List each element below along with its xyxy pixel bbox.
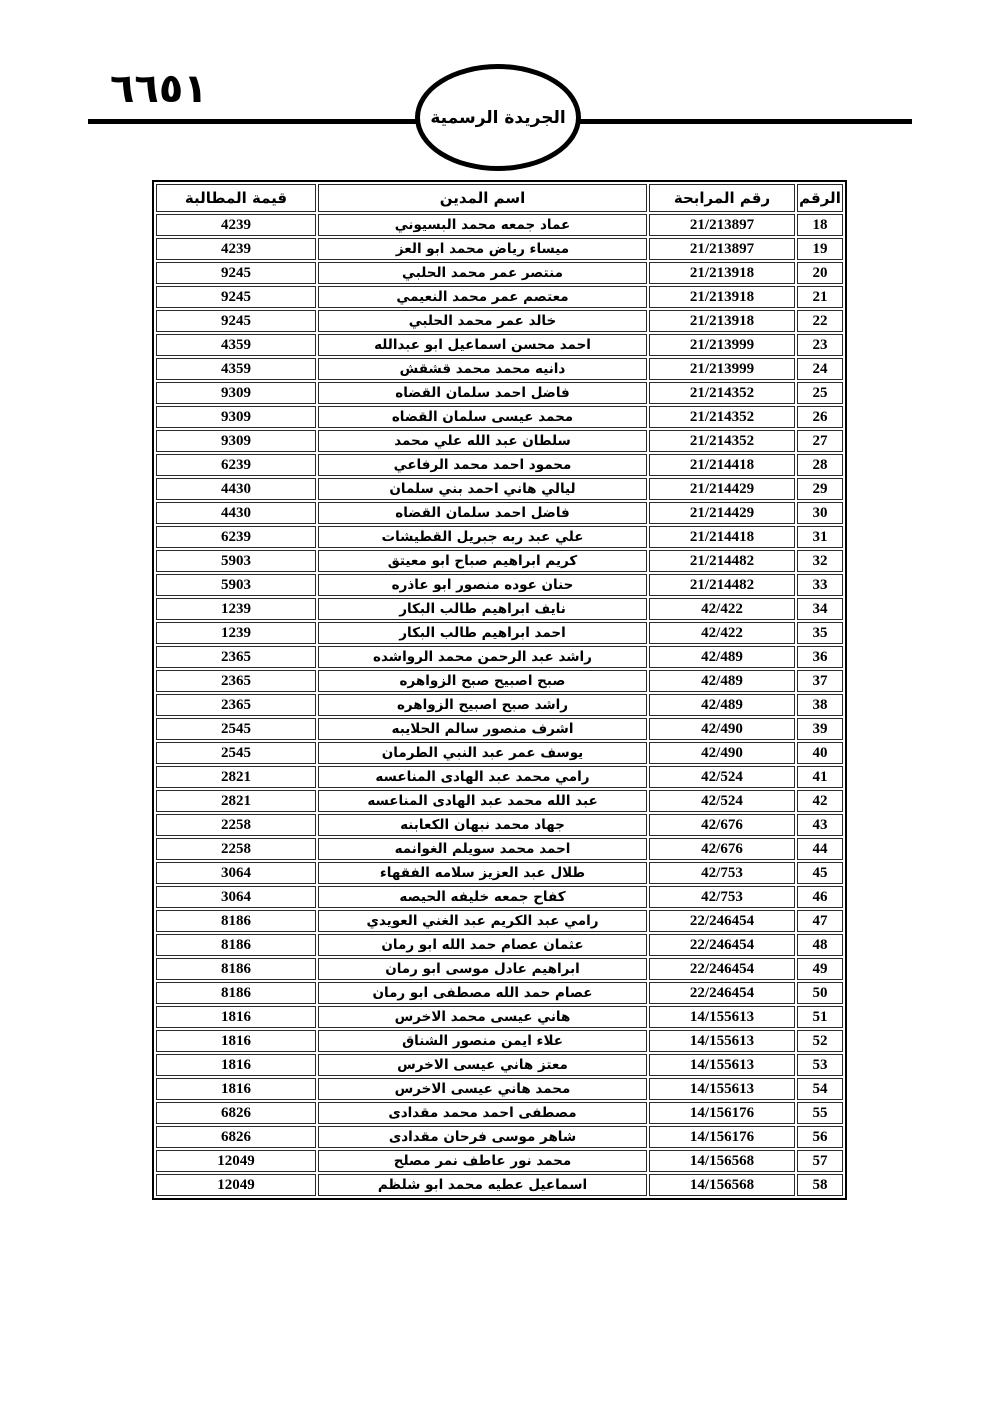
cell-claim-value: 9309 — [156, 382, 316, 404]
cell-claim-value: 4430 — [156, 502, 316, 524]
table-row — [156, 1102, 843, 1124]
cell-index: 24 — [797, 358, 843, 380]
table-row — [156, 286, 843, 308]
cell-index: 50 — [797, 982, 843, 1004]
cell-index: 54 — [797, 1078, 843, 1100]
cell-index: 49 — [797, 958, 843, 980]
cell-index: 33 — [797, 574, 843, 596]
table-row — [156, 1150, 843, 1172]
cell-claim-value: 2545 — [156, 718, 316, 740]
cell-claim-value: 1816 — [156, 1006, 316, 1028]
table-row — [156, 502, 843, 524]
col-header-murabaha-no: رقم المرابحة — [649, 184, 795, 212]
table-row — [156, 1174, 843, 1196]
table-row — [156, 1078, 843, 1100]
gazette-banner-title: الجريدة الرسمية — [430, 107, 566, 128]
cell-debtor-name: عماد جمعه محمد البسيوني — [318, 214, 647, 236]
cell-index: 20 — [797, 262, 843, 284]
cell-index: 31 — [797, 526, 843, 548]
cell-murabaha-no: 42/422 — [649, 622, 795, 644]
cell-claim-value: 1239 — [156, 598, 316, 620]
cell-murabaha-no: 14/155613 — [649, 1054, 795, 1076]
cell-index: 38 — [797, 694, 843, 716]
cell-claim-value: 1816 — [156, 1030, 316, 1052]
cell-claim-value: 12049 — [156, 1150, 316, 1172]
cell-murabaha-no: 21/213897 — [649, 238, 795, 260]
cell-debtor-name: اشرف منصور سالم الحلايبه — [318, 718, 647, 740]
table-row — [156, 886, 843, 908]
cell-murabaha-no: 21/213999 — [649, 334, 795, 356]
cell-debtor-name: ابراهيم عادل موسى ابو رمان — [318, 958, 647, 980]
cell-debtor-name: منتصر عمر محمد الحلبي — [318, 262, 647, 284]
col-header-index: الرقم — [797, 184, 843, 212]
cell-debtor-name: ميساء رياض محمد ابو العز — [318, 238, 647, 260]
cell-debtor-name: خالد عمر محمد الحلبي — [318, 310, 647, 332]
table-row — [156, 214, 843, 236]
gazette-banner — [415, 64, 581, 171]
cell-claim-value: 2545 — [156, 742, 316, 764]
table-row — [156, 1054, 843, 1076]
cell-debtor-name: محمد هاني عيسى الاخرس — [318, 1078, 647, 1100]
cell-claim-value: 9245 — [156, 262, 316, 284]
cell-index: 55 — [797, 1102, 843, 1124]
cell-index: 36 — [797, 646, 843, 668]
table-row — [156, 838, 843, 860]
table-row — [156, 1030, 843, 1052]
table-row — [156, 766, 843, 788]
table-row — [156, 334, 843, 356]
cell-index: 25 — [797, 382, 843, 404]
cell-debtor-name: حنان عوده منصور ابو عاذره — [318, 574, 647, 596]
cell-murabaha-no: 42/753 — [649, 886, 795, 908]
cell-debtor-name: عثمان عصام حمد الله ابو رمان — [318, 934, 647, 956]
table-row — [156, 1126, 843, 1148]
table-header-row — [156, 184, 843, 212]
cell-murabaha-no: 21/214429 — [649, 478, 795, 500]
cell-debtor-name: محمود احمد محمد الرفاعي — [318, 454, 647, 476]
cell-debtor-name: محمد نور عاطف نمر مصلح — [318, 1150, 647, 1172]
cell-murabaha-no: 21/214352 — [649, 382, 795, 404]
cell-murabaha-no: 21/214418 — [649, 454, 795, 476]
table-row — [156, 550, 843, 572]
cell-murabaha-no: 21/214352 — [649, 406, 795, 428]
table-row — [156, 598, 843, 620]
cell-murabaha-no: 42/676 — [649, 838, 795, 860]
cell-claim-value: 8186 — [156, 934, 316, 956]
table-row — [156, 262, 843, 284]
debtors-table — [152, 180, 847, 1200]
cell-murabaha-no: 22/246454 — [649, 958, 795, 980]
col-header-claim-value: قيمة المطالبة — [156, 184, 316, 212]
cell-index: 30 — [797, 502, 843, 524]
cell-claim-value: 1239 — [156, 622, 316, 644]
cell-index: 18 — [797, 214, 843, 236]
table-row — [156, 358, 843, 380]
cell-debtor-name: كفاح جمعه خليفه الحيصه — [318, 886, 647, 908]
cell-claim-value: 2821 — [156, 790, 316, 812]
cell-claim-value: 6826 — [156, 1102, 316, 1124]
cell-murabaha-no: 42/524 — [649, 766, 795, 788]
cell-claim-value: 5903 — [156, 550, 316, 572]
cell-claim-value: 4359 — [156, 334, 316, 356]
cell-index: 26 — [797, 406, 843, 428]
cell-claim-value: 12049 — [156, 1174, 316, 1196]
cell-debtor-name: رامي عبد الكريم عبد الغني العويدي — [318, 910, 647, 932]
table-row — [156, 814, 843, 836]
page-number: ٦٦٥١ — [110, 66, 208, 112]
cell-index: 47 — [797, 910, 843, 932]
cell-murabaha-no: 14/156176 — [649, 1102, 795, 1124]
cell-debtor-name: رامي محمد عبد الهادى المناعسه — [318, 766, 647, 788]
cell-debtor-name: صبح اصبيح صبح الزواهره — [318, 670, 647, 692]
cell-murabaha-no: 14/155613 — [649, 1006, 795, 1028]
cell-murabaha-no: 21/214352 — [649, 430, 795, 452]
table-row — [156, 430, 843, 452]
cell-debtor-name: راشد صبح اصبيح الزواهره — [318, 694, 647, 716]
cell-debtor-name: احمد محسن اسماعيل ابو عبدالله — [318, 334, 647, 356]
cell-index: 32 — [797, 550, 843, 572]
cell-index: 57 — [797, 1150, 843, 1172]
table-row — [156, 958, 843, 980]
cell-index: 22 — [797, 310, 843, 332]
cell-murabaha-no: 21/214429 — [649, 502, 795, 524]
table-row — [156, 526, 843, 548]
cell-claim-value: 9309 — [156, 430, 316, 452]
cell-murabaha-no: 21/213897 — [649, 214, 795, 236]
cell-debtor-name: علاء ايمن منصور الشناق — [318, 1030, 647, 1052]
cell-index: 37 — [797, 670, 843, 692]
cell-murabaha-no: 42/422 — [649, 598, 795, 620]
cell-claim-value: 6826 — [156, 1126, 316, 1148]
cell-debtor-name: معتصم عمر محمد النعيمي — [318, 286, 647, 308]
cell-debtor-name: يوسف عمر عبد النبي الطرمان — [318, 742, 647, 764]
cell-claim-value: 2821 — [156, 766, 316, 788]
table-row — [156, 910, 843, 932]
cell-debtor-name: كريم ابراهيم صباح ابو معيتق — [318, 550, 647, 572]
table-row — [156, 478, 843, 500]
table-row — [156, 238, 843, 260]
table-row — [156, 382, 843, 404]
cell-debtor-name: عصام حمد الله مصطفى ابو رمان — [318, 982, 647, 1004]
table-row — [156, 574, 843, 596]
cell-debtor-name: فاضل احمد سلمان القضاه — [318, 382, 647, 404]
cell-claim-value: 6239 — [156, 526, 316, 548]
cell-index: 56 — [797, 1126, 843, 1148]
table-row — [156, 310, 843, 332]
cell-claim-value: 8186 — [156, 910, 316, 932]
cell-index: 34 — [797, 598, 843, 620]
cell-debtor-name: عبد الله محمد عبد الهادى المناعسه — [318, 790, 647, 812]
cell-claim-value: 5903 — [156, 574, 316, 596]
table-row — [156, 406, 843, 428]
cell-claim-value: 8186 — [156, 958, 316, 980]
table-row — [156, 934, 843, 956]
cell-debtor-name: ليالي هاني احمد بني سلمان — [318, 478, 647, 500]
cell-debtor-name: نايف ابراهيم طالب البكار — [318, 598, 647, 620]
cell-claim-value: 4239 — [156, 214, 316, 236]
table-row — [156, 1006, 843, 1028]
cell-murabaha-no: 21/214482 — [649, 574, 795, 596]
cell-debtor-name: طلال عبد العزيز سلامه الفقهاء — [318, 862, 647, 884]
cell-debtor-name: سلطان عبد الله علي محمد — [318, 430, 647, 452]
cell-index: 46 — [797, 886, 843, 908]
cell-murabaha-no: 21/213999 — [649, 358, 795, 380]
cell-claim-value: 6239 — [156, 454, 316, 476]
cell-claim-value: 2365 — [156, 670, 316, 692]
cell-index: 44 — [797, 838, 843, 860]
cell-index: 41 — [797, 766, 843, 788]
cell-claim-value: 1816 — [156, 1054, 316, 1076]
cell-murabaha-no: 21/213918 — [649, 286, 795, 308]
cell-murabaha-no: 21/213918 — [649, 262, 795, 284]
cell-murabaha-no: 42/489 — [649, 694, 795, 716]
cell-index: 27 — [797, 430, 843, 452]
cell-debtor-name: دانيه محمد محمد قشقش — [318, 358, 647, 380]
cell-murabaha-no: 14/156568 — [649, 1174, 795, 1196]
cell-debtor-name: معتز هاني عيسى الاخرس — [318, 1054, 647, 1076]
col-header-debtor-name: اسم المدين — [318, 184, 647, 212]
table-row — [156, 982, 843, 1004]
cell-murabaha-no: 14/155613 — [649, 1078, 795, 1100]
cell-murabaha-no: 14/156176 — [649, 1126, 795, 1148]
cell-murabaha-no: 42/753 — [649, 862, 795, 884]
table-row — [156, 454, 843, 476]
table-row — [156, 694, 843, 716]
cell-murabaha-no: 14/156568 — [649, 1150, 795, 1172]
cell-claim-value: 4359 — [156, 358, 316, 380]
cell-murabaha-no: 21/214418 — [649, 526, 795, 548]
table-row — [156, 718, 843, 740]
table-row — [156, 622, 843, 644]
cell-index: 19 — [797, 238, 843, 260]
cell-claim-value: 2258 — [156, 814, 316, 836]
cell-claim-value: 2258 — [156, 838, 316, 860]
cell-claim-value: 3064 — [156, 862, 316, 884]
cell-murabaha-no: 42/676 — [649, 814, 795, 836]
cell-claim-value: 9245 — [156, 286, 316, 308]
cell-claim-value: 4430 — [156, 478, 316, 500]
cell-debtor-name: مصطفى احمد محمد مقدادى — [318, 1102, 647, 1124]
cell-claim-value: 9245 — [156, 310, 316, 332]
cell-claim-value: 3064 — [156, 886, 316, 908]
cell-claim-value: 2365 — [156, 646, 316, 668]
cell-murabaha-no: 14/155613 — [649, 1030, 795, 1052]
cell-murabaha-no: 42/490 — [649, 718, 795, 740]
cell-debtor-name: شاهر موسى فرحان مقدادى — [318, 1126, 647, 1148]
cell-index: 52 — [797, 1030, 843, 1052]
cell-claim-value: 9309 — [156, 406, 316, 428]
table-body — [156, 214, 843, 1196]
cell-debtor-name: محمد عيسى سلمان القضاه — [318, 406, 647, 428]
cell-index: 29 — [797, 478, 843, 500]
cell-index: 40 — [797, 742, 843, 764]
cell-debtor-name: احمد ابراهيم طالب البكار — [318, 622, 647, 644]
cell-index: 53 — [797, 1054, 843, 1076]
cell-murabaha-no: 21/214482 — [649, 550, 795, 572]
cell-index: 43 — [797, 814, 843, 836]
cell-debtor-name: جهاد محمد نبهان الكعابنه — [318, 814, 647, 836]
cell-index: 39 — [797, 718, 843, 740]
cell-index: 58 — [797, 1174, 843, 1196]
table-row — [156, 862, 843, 884]
cell-debtor-name: علي عبد ربه جبريل القطيشات — [318, 526, 647, 548]
cell-claim-value: 8186 — [156, 982, 316, 1004]
cell-debtor-name: احمد محمد سويلم الغوانمه — [318, 838, 647, 860]
cell-murabaha-no: 42/489 — [649, 646, 795, 668]
cell-index: 51 — [797, 1006, 843, 1028]
table-row — [156, 790, 843, 812]
cell-murabaha-no: 42/524 — [649, 790, 795, 812]
cell-debtor-name: اسماعيل عطيه محمد ابو شلظم — [318, 1174, 647, 1196]
cell-murabaha-no: 22/246454 — [649, 934, 795, 956]
cell-debtor-name: فاضل احمد سلمان القضاه — [318, 502, 647, 524]
cell-murabaha-no: 22/246454 — [649, 982, 795, 1004]
cell-index: 28 — [797, 454, 843, 476]
cell-murabaha-no: 42/489 — [649, 670, 795, 692]
cell-index: 23 — [797, 334, 843, 356]
cell-index: 42 — [797, 790, 843, 812]
table-row — [156, 742, 843, 764]
cell-murabaha-no: 42/490 — [649, 742, 795, 764]
cell-index: 45 — [797, 862, 843, 884]
cell-index: 21 — [797, 286, 843, 308]
cell-debtor-name: راشد عبد الرحمن محمد الرواشده — [318, 646, 647, 668]
table-row — [156, 646, 843, 668]
table-row — [156, 670, 843, 692]
cell-index: 35 — [797, 622, 843, 644]
cell-claim-value: 2365 — [156, 694, 316, 716]
cell-debtor-name: هاني عيسى محمد الاخرس — [318, 1006, 647, 1028]
cell-murabaha-no: 22/246454 — [649, 910, 795, 932]
cell-index: 48 — [797, 934, 843, 956]
cell-claim-value: 1816 — [156, 1078, 316, 1100]
cell-claim-value: 4239 — [156, 238, 316, 260]
cell-murabaha-no: 21/213918 — [649, 310, 795, 332]
